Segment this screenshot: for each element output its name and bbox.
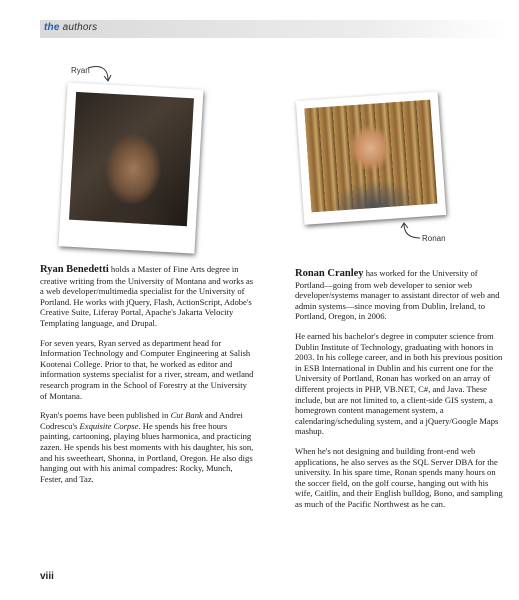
bio-ronan xyxy=(295,268,507,518)
caption-arrow-ryan-icon xyxy=(86,62,114,84)
caption-ryan: Ryan xyxy=(71,66,90,75)
caption-arrow-ronan-icon xyxy=(400,222,424,242)
bio-ryan-p3: Ryan's poems have been published in Cut Bank and Andrei Codrescu's Exquisite Corpse. He spends his free hours painting, cartooning, playing blues harmonica, and practicing zazen. He spends his best moments with his daughter, his son, and his sweetheart, Shonna, in Portland, Oregon. He also digs hanging out with his animal compadres: Rocky, Munch, Fester, and Taz. xyxy=(40,410,254,484)
header-word-the: the xyxy=(44,22,60,33)
header-word-authors: authors xyxy=(62,22,98,33)
photo-ronan xyxy=(296,91,446,225)
header-bar xyxy=(40,20,508,38)
bio-ronan-p3: When he's not designing and building front-end web applications, he also serves as the SQL Server DBA for the university. In his spare time, Ronan spends many hours on the soccer field, on the golf course, hanging out with his wife, Caitlin, and their English bulldog, Bono, and sampling as much of the Pacific Northwest as he can. xyxy=(295,445,503,509)
page-number: viii xyxy=(40,571,54,582)
author-name-ryan: Ryan Benedetti xyxy=(40,264,109,275)
bio-ronan-p1: Ronan Cranley has worked for the University of Portland—going from web developer to senior web developer/systems manager to assistant director of web and admin systems—since moving from Dublin, Ireland, to Portland, Oregon, in 2006. xyxy=(295,268,500,322)
running-header xyxy=(44,22,97,33)
bio-ryan-p2: For seven years, Ryan served as department head for Information Technology and Computer Engineering at Salish Kootenai College. Prior to that, he worked as editor and information systems specialist for a river, stream, and wetland research program in the School of Forestry at the University of Montana. xyxy=(40,337,254,401)
portrait-ryan xyxy=(69,92,194,226)
bio-ronan-p2: He earned his bachelor's degree in computer science from Dublin Institute of Technology, graduating with honors in 2003. In his college career, and in both his previous position in ESB International in Dublin and his current one for the University of Portland, Ronan has worked on an array of different projects in PHP, VB.NET, C#, and Java. These include, but are not limited to, a client-side GIS system, a homegrown content management system, a calendaring/scheduling system, and a jQuery/Google Maps mashup. xyxy=(295,330,503,437)
portrait-ronan xyxy=(304,100,437,213)
photo-ryan xyxy=(59,82,204,253)
author-name-ronan: Ronan Cranley xyxy=(295,268,364,279)
bio-ryan-p1: Ryan Benedetti holds a Master of Fine Arts degree in creative writing from the University of Montana and works as a web developer/multimedia specialist for the University of Portland. He works with jQuery, Flash, ActionScript, Adobe's Creative Suite, Liferay Portal, Apache's Jakarta Velocity Templating language, and Drupal. xyxy=(40,264,254,328)
bio-ryan xyxy=(40,264,255,493)
caption-ronan: Ronan xyxy=(422,234,446,243)
